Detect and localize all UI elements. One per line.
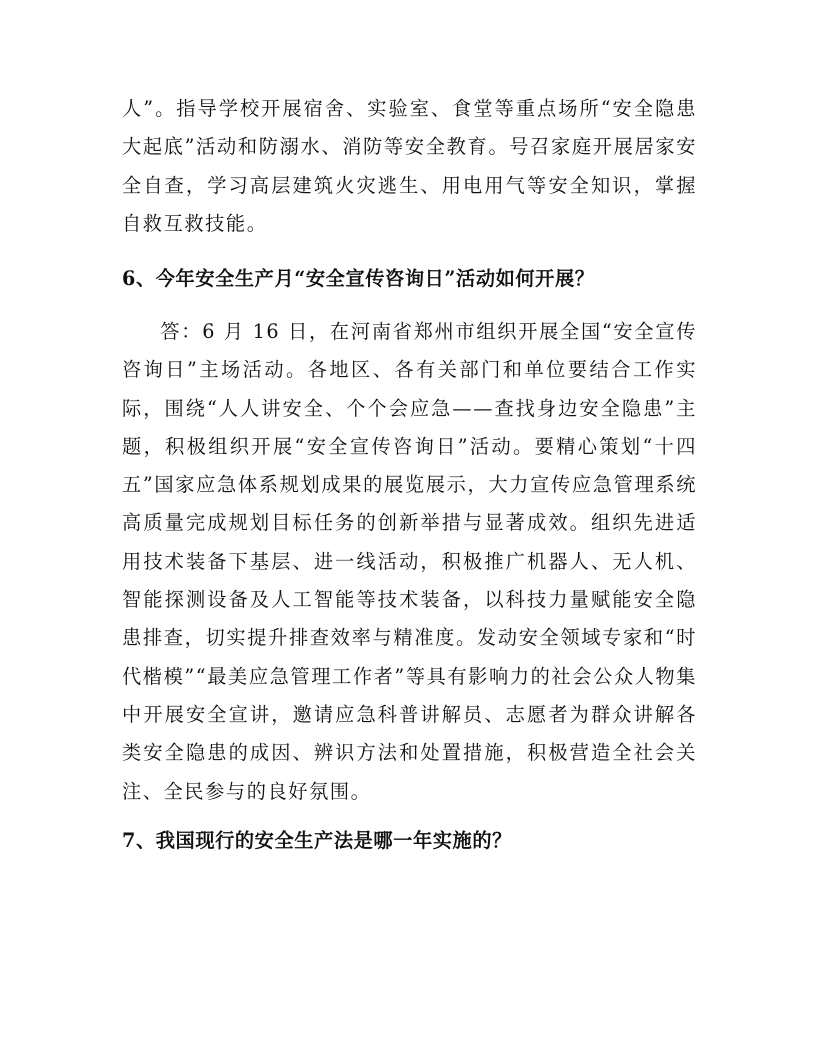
question-heading-6: 6、今年安全生产月“安全宣传咨询日”活动如何开展？ xyxy=(122,267,595,290)
answer-paragraph-6: 答：6 月 16 日，在河南省郑州市组织开展全国“安全宣传咨询日”主场活动。各地区、各有关部门和单位要结合工作实际，围绕“人人讲安全、个个会应急——查找身边安全隐患”主题，积极组织开展“安全宣传咨询日”活动。要精心策划“十四五”国家应急体系规划成果的展览展示，大力宣传应急管理系统高质量完成规划目标任务的创新举措与显著成效。组织先进适用技术装备下基层、进一线活动，积极推广机器人、无人机、智能探测设备及人工智能等技术装备，以科技力量赋能安全隐患排查，切实提升排查效率与精准度。发动安全领域专家和“时代楷模”“最美应急管理工作者”等具有影响力的社会公众人物集中开展安全宣讲，邀请应急科普讲解员、志愿者为群众讲解各类安全隐患的成因、辨识方法和处置措施，积极营造全社会关注、全民参与的良好氛围。 xyxy=(122,320,697,803)
question-heading-7: 7、我国现行的安全生产法是哪一年实施的？ xyxy=(122,829,512,852)
paragraph-continuation: 人”。指导学校开展宿舍、实验室、食堂等重点场所“安全隐患大起底”活动和防溺水、消防等安全教育。号召家庭开展居家安全自查，学习高层建筑火灾逃生、用电用气等安全知识，掌握自救互救技能。 xyxy=(122,97,697,235)
